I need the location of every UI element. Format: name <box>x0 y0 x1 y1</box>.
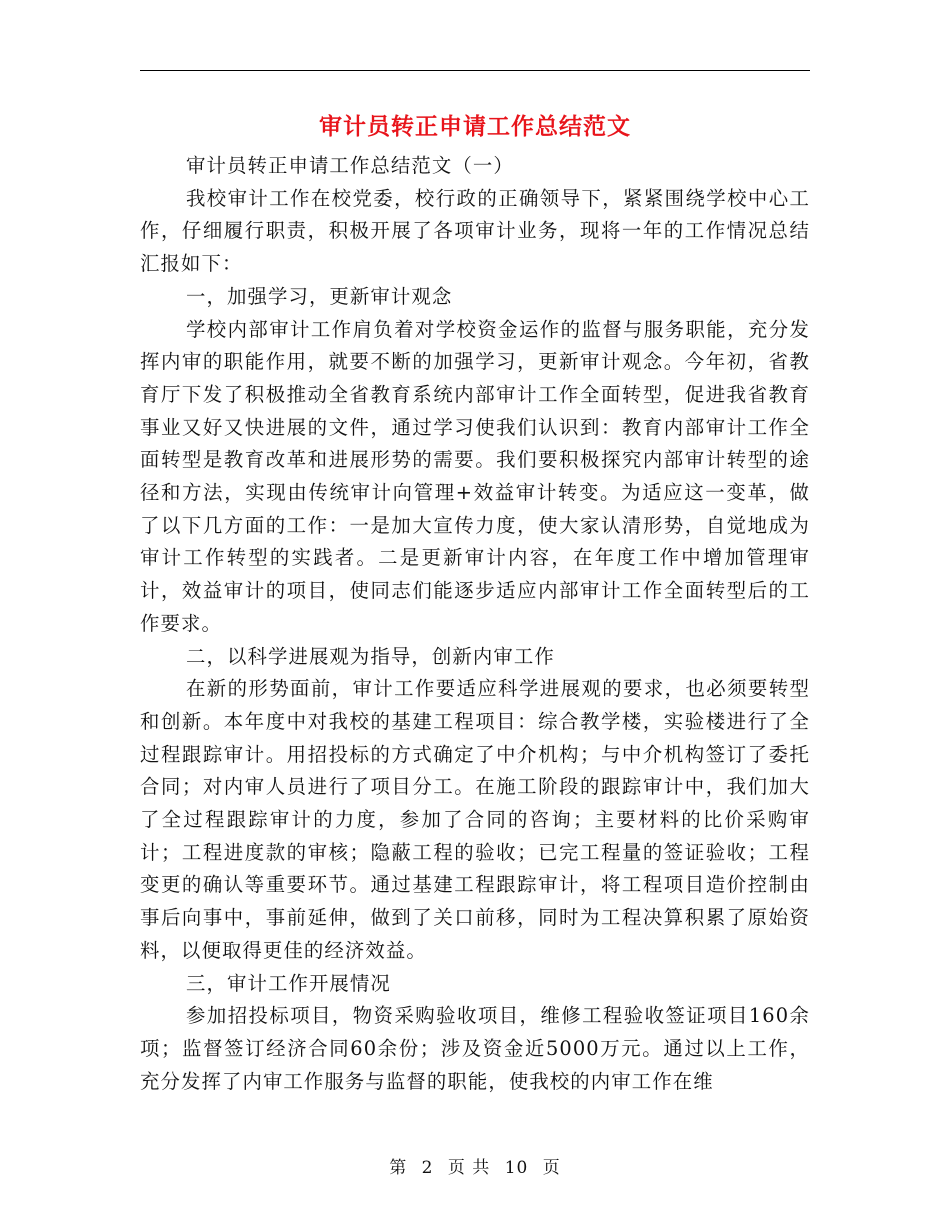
document-body <box>140 150 810 1098</box>
body-paragraph: 我校审计工作在校党委，校行政的正确领导下，紧紧围绕学校中心工作，仔细履行职责，积极开展了各项审计业务，现将一年的工作情况总结汇报如下： <box>140 186 810 276</box>
body-paragraph: 参加招投标项目，物资采购验收项目，维修工程验收签证项目160余项；监督签订经济合同60余份；涉及资金近5000万元。通过以上工作，充分发挥了内审工作服务与监督的职能，使我校的内审工作在维 <box>140 1004 810 1093</box>
footer-suffix: 页 <box>542 1158 561 1178</box>
total-pages-number: 10 <box>504 1158 529 1178</box>
section-heading: 二，以科学进展观为指导，创新内审工作 <box>186 644 555 668</box>
footer-prefix: 第 <box>389 1158 408 1178</box>
section-heading: 审计员转正申请工作总结范文（一） <box>186 154 514 177</box>
body-paragraph: 在新的形势面前，审计工作要适应科学进展观的要求，也必须要转型和创新。本年度中对我校的基建工程项目：综合教学楼，实验楼进行了全过程跟踪审计。用招投标的方式确定了中介机构；与中介机构签订了委托合同；对内审人员进行了项目分工。在施工阶段的跟踪审计中，我们加大了全过程跟踪审计的力度，参加了合同的咨询；主要材料的比价采购审计；工程进度款的审核；隐蔽工程的验收；已完工程量的签证验收；工程变更的确认等重要环节。通过基建工程跟踪审计，将工程项目造价控制由事后向事中，事前延伸，做到了关口前移，同时为工程决算积累了原始资料，以便取得更佳的经济效益。 <box>140 677 810 962</box>
page-footer <box>140 1153 810 1178</box>
current-page-number: 2 <box>421 1158 434 1178</box>
section-heading: 一，加强学习，更新审计观念 <box>186 284 453 308</box>
header-rule <box>140 70 810 71</box>
document-title: 审计员转正申请工作总结范文 <box>319 113 631 140</box>
footer-middle: 页 共 <box>447 1158 491 1178</box>
section-heading: 三，审计工作开展情况 <box>186 971 391 995</box>
body-paragraph: 学校内部审计工作肩负着对学校资金运作的监督与服务职能，充分发挥内审的职能作用，就要不断的加强学习，更新审计观念。今年初，省教育厅下发了积极推动全省教育系统内部审计工作全面转型，促进我省教育事业又好又快进展的文件，通过学习使我们认识到：教育内部审计工作全面转型是教育改革和进展形势的需要。我们要积极探究内部审计转型的途径和方法，实现由传统审计向管理+效益审计转变。为适应这一变革，做了以下几方面的工作：一是加大宣传力度，使大家认清形势，自觉地成为审计工作转型的实践者。二是更新审计内容，在年度工作中增加管理审计，效益审计的项目，使同志们能逐步适应内部审计工作全面转型后的工作要求。 <box>140 317 810 635</box>
